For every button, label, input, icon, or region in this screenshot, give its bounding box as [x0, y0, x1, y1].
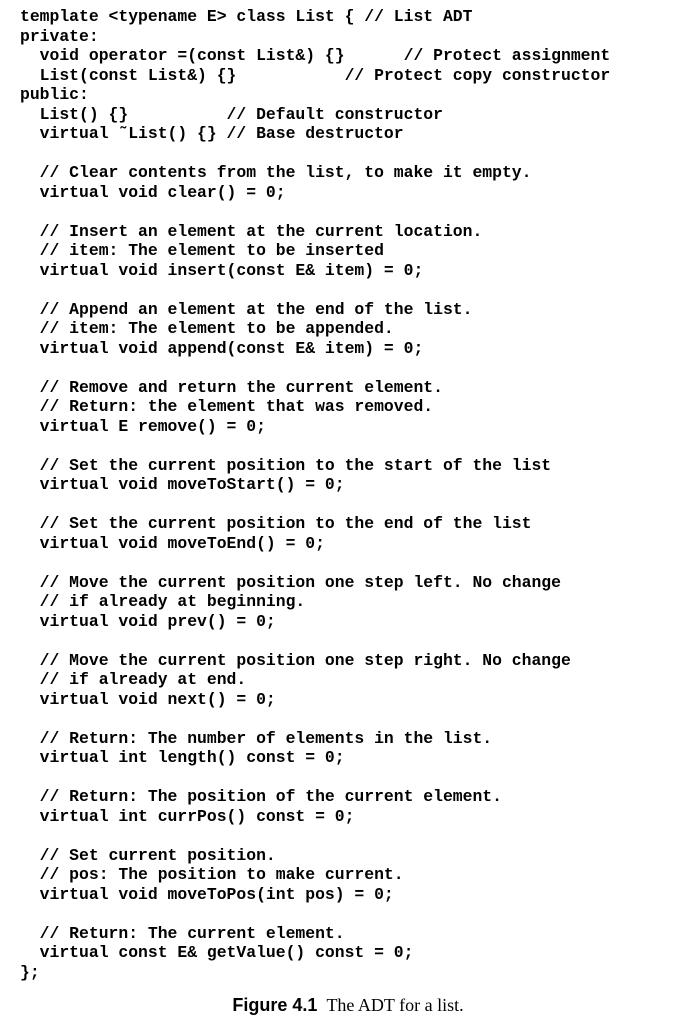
code-line	[20, 202, 610, 222]
code-line: // Set the current position to the start of the list	[20, 455, 552, 475]
code-line: // Append an element at the end of the list.	[20, 299, 473, 319]
code-line: void operator =(const List&) {} // Protect assignment	[20, 46, 611, 65]
code-line: virtual void moveToEnd() = 0;	[20, 533, 325, 553]
code-line	[20, 358, 610, 378]
code-line	[20, 280, 610, 300]
code-line: virtual void insert(const E& item) = 0;	[20, 260, 424, 280]
code-line: private:	[20, 26, 99, 46]
code-line: virtual void moveToStart() = 0;	[20, 475, 345, 494]
code-line: // Return: The current element.	[20, 923, 345, 943]
code-line: // Set the current position to the end of the list	[20, 514, 532, 533]
figure-caption-text: The ADT for a list.	[326, 995, 464, 1015]
code-line: virtual void next() = 0;	[20, 689, 276, 709]
code-line	[20, 495, 610, 515]
code-line: virtual int length() const = 0;	[20, 748, 345, 767]
code-line	[20, 826, 610, 846]
code-line	[20, 436, 610, 456]
code-line: // Move the current position one step left. No change	[20, 572, 561, 592]
code-line: // if already at beginning.	[20, 592, 306, 611]
code-line: virtual void append(const E& item) = 0;	[20, 338, 424, 358]
code-line: // Clear contents from the list, to make it empty.	[20, 163, 532, 182]
code-line: virtual ˜List() {} // Base destructor	[20, 124, 404, 143]
code-line: // if already at end.	[20, 670, 247, 689]
code-line: virtual void prev() = 0;	[20, 611, 276, 631]
code-listing	[20, 7, 610, 982]
code-line	[20, 144, 610, 164]
code-line	[20, 904, 610, 924]
code-line: // Insert an element at the current location.	[20, 221, 483, 241]
code-line: List() {} // Default constructor	[20, 104, 443, 124]
code-line: public:	[20, 85, 89, 104]
code-line: };	[20, 962, 40, 982]
figure-label: Figure 4.1	[232, 995, 318, 1015]
figure-caption	[0, 995, 696, 1016]
code-line	[20, 553, 610, 573]
code-line: virtual int currPos() const = 0;	[20, 806, 355, 826]
code-line	[20, 709, 610, 729]
code-line: // Return: the element that was removed.	[20, 397, 434, 416]
code-line: virtual void clear() = 0;	[20, 182, 286, 202]
code-line: // item: The element to be appended.	[20, 319, 394, 338]
code-line: // Move the current position one step right. No change	[20, 650, 571, 670]
code-line: // Return: The position of the current element.	[20, 787, 502, 806]
code-line: template <typename E> class List { // List ADT	[20, 7, 473, 26]
code-line	[20, 631, 610, 651]
code-line: // Return: The number of elements in the list.	[20, 728, 493, 748]
code-line: // item: The element to be inserted	[20, 241, 384, 260]
code-line: // Remove and return the current element.	[20, 377, 443, 397]
code-line: virtual E remove() = 0;	[20, 416, 266, 436]
code-line: // Set current position.	[20, 845, 276, 865]
code-line: List(const List&) {} // Protect copy constructor	[20, 65, 611, 85]
code-line: virtual void moveToPos(int pos) = 0;	[20, 884, 394, 904]
code-line: virtual const E& getValue() const = 0;	[20, 943, 414, 962]
code-line	[20, 768, 610, 788]
code-line: // pos: The position to make current.	[20, 865, 404, 884]
